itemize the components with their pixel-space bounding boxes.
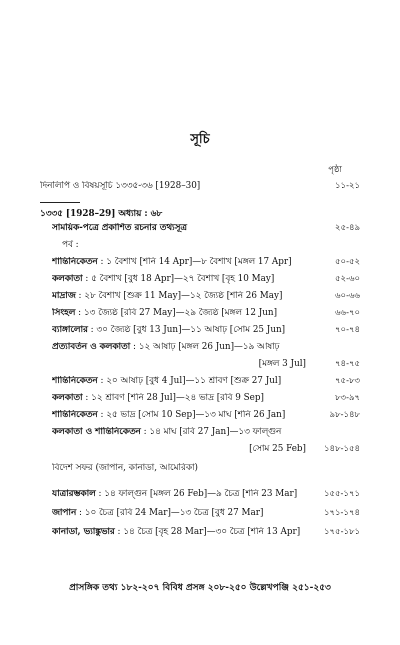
page-column-label: পৃষ্ঠা <box>328 165 342 175</box>
entry-detail: : ২০ আষাঢ় [বুধ 4 Jul]—১১ শ্রাবণ [শুক্র 27 Jul] <box>97 376 282 386</box>
entry-detail: : ৩০ জ্যৈষ্ঠ [বুধ 13 Jun]—১১ আষাঢ় [সোম 25 Jun] <box>87 325 286 335</box>
entry-place: জাপান <box>52 508 77 518</box>
entry-pages: ৭৫-৮৩ <box>335 376 360 386</box>
entry-pages: ৯৮-১৪৮ <box>329 410 360 420</box>
periodical-entry-text: সাময়িক-পত্রে প্রকাশিত রচনার তথ্যসূত্র <box>52 223 187 233</box>
list-item <box>52 527 360 538</box>
entry-pages: ৬০-৬৬ <box>335 291 360 301</box>
entry-detail: : ১৪ ফাল্গুন [মঙ্গল 26 Feb]—৯ চৈত্র [শনি 23 Mar] <box>95 489 298 499</box>
entry-place: কলকাতা <box>52 274 83 284</box>
list-item <box>52 376 360 387</box>
entry-pages: ৭৪-৭৫ <box>335 359 360 369</box>
entry-pages: ১৫৫-১৭১ <box>324 489 360 499</box>
periodical-entry-pages: ২৫-৪৯ <box>335 223 360 233</box>
list-item <box>52 308 360 319</box>
list-item <box>52 257 360 268</box>
index-entry-text: দিনলিপি ও বিষয়সূচি ১৩৩৫-৩৬ [1928–30] <box>40 181 201 191</box>
entry-place: মাদ্রাজ <box>52 291 76 301</box>
entry-place: ব্যাঙ্গালোর <box>52 325 88 335</box>
parba-label-text: পর্ব : <box>62 240 79 250</box>
entry-detail: : ১ বৈশাখ [শনি 14 Apr]—৮ বৈশাখ [মঙ্গল 17 Apr] <box>97 257 292 267</box>
entry-detail: : ৫ বৈশাখ [বুধ 18 Apr]—২৭ বৈশাখ [বৃহ 10 May] <box>82 274 275 284</box>
entry-pages: ৫০-৫২ <box>335 257 360 267</box>
footer-line: প্রাসঙ্গিক তথ্য ১৮২-২০৭ বিবিধ প্রসঙ্গ ২০৮-২৫০ উল্লেখপঞ্জি ২৫১-২৫৩ <box>69 583 331 593</box>
list-item <box>52 342 360 353</box>
entry-pages: ১৪৮-১৫৪ <box>324 444 360 454</box>
list-item <box>52 393 360 404</box>
chapter-heading <box>40 209 360 220</box>
list-item <box>52 291 360 302</box>
chapter-heading-text: ১৩৩৫ [1928–29] অধ্যায় : ৬৮ <box>40 209 163 219</box>
index-entry-pages: ১১-২১ <box>335 181 360 191</box>
entry-place: শান্তিনিকেতন <box>52 376 98 386</box>
entry-place: কানাডা, ভ্যাঙ্কুভার <box>52 527 115 537</box>
entry-detail: : ২৮ বৈশাখ [শুক্র 11 May]—১২ জ্যৈষ্ঠ [শনি 26 May] <box>75 291 283 301</box>
entry-place: শান্তিনিকেতন <box>52 257 98 267</box>
entry-detail: : ১২ শ্রাবণ [শনি 28 Jul]—২৪ ভাদ্র [রবি 9 Sep] <box>82 393 264 403</box>
list-item-continuation <box>52 359 360 370</box>
entry-pages: ৫২-৬০ <box>335 274 360 284</box>
foreign-trip-text: বিদেশ সফর (জাপান, কানাডা, আমেরিকা) <box>52 463 198 473</box>
list-item <box>52 410 360 421</box>
list-item <box>52 325 360 336</box>
entry-detail: : ১২ আষাঢ় [মঙ্গল 26 Jun]—১৯ আষাঢ় <box>130 342 280 352</box>
entry-place: শান্তিনিকেতন <box>52 410 98 420</box>
entry-detail: : ১৩ জ্যৈষ্ঠ [রবি 27 May]—২৯ জ্যৈষ্ঠ [মঙ্গল 12 Jun] <box>75 308 278 318</box>
entry-place: কলকাতা ও শান্তিনিকেতন <box>52 427 141 437</box>
entry-place: যাত্রারম্ভকাল <box>52 489 96 499</box>
divider <box>40 202 80 203</box>
entry-continuation: [মঙ্গল 3 Jul] <box>258 359 306 369</box>
entry-pages: ১৭১-১৭৪ <box>324 508 360 518</box>
periodical-entry <box>52 223 360 234</box>
entry-place: সিংহল <box>52 308 76 318</box>
entry-pages: ১৭৫-১৮১ <box>324 527 360 537</box>
foreign-trip-heading <box>52 463 360 474</box>
list-item-continuation <box>52 444 360 455</box>
list-item <box>52 427 360 438</box>
index-entry <box>40 181 360 192</box>
entry-detail: : ২৫ ভাদ্র [সোম 10 Sep]—১৩ মাঘ [শনি 26 Jan] <box>97 410 286 420</box>
parba-label <box>62 240 360 251</box>
entry-detail: : ১৪ চৈত্র [বৃহ 28 Mar]—৩০ চৈত্র [শনি 13 Apr] <box>114 527 301 537</box>
entry-detail: : ১০ চৈত্র [রবি 24 Mar]—১৩ চৈত্র [বুধ 27 Mar] <box>76 508 264 518</box>
list-item <box>52 274 360 285</box>
entry-continuation: [সোম 25 Feb] <box>249 444 306 454</box>
list-item <box>52 489 360 500</box>
list-item <box>52 508 360 519</box>
entry-place: প্রত্যাবর্তন ও কলকাতা <box>52 342 131 352</box>
entry-pages: ৬৬-৭০ <box>335 308 360 318</box>
entry-place: কলকাতা <box>52 393 83 403</box>
entry-pages: ৭০-৭৪ <box>335 325 360 335</box>
entry-detail: : ১৪ মাঘ [রবি 27 Jan]—১৩ ফাল্গুন <box>140 427 282 437</box>
page-title: সূচি <box>190 132 210 147</box>
entry-pages: ৮৩-৯৭ <box>335 393 360 403</box>
